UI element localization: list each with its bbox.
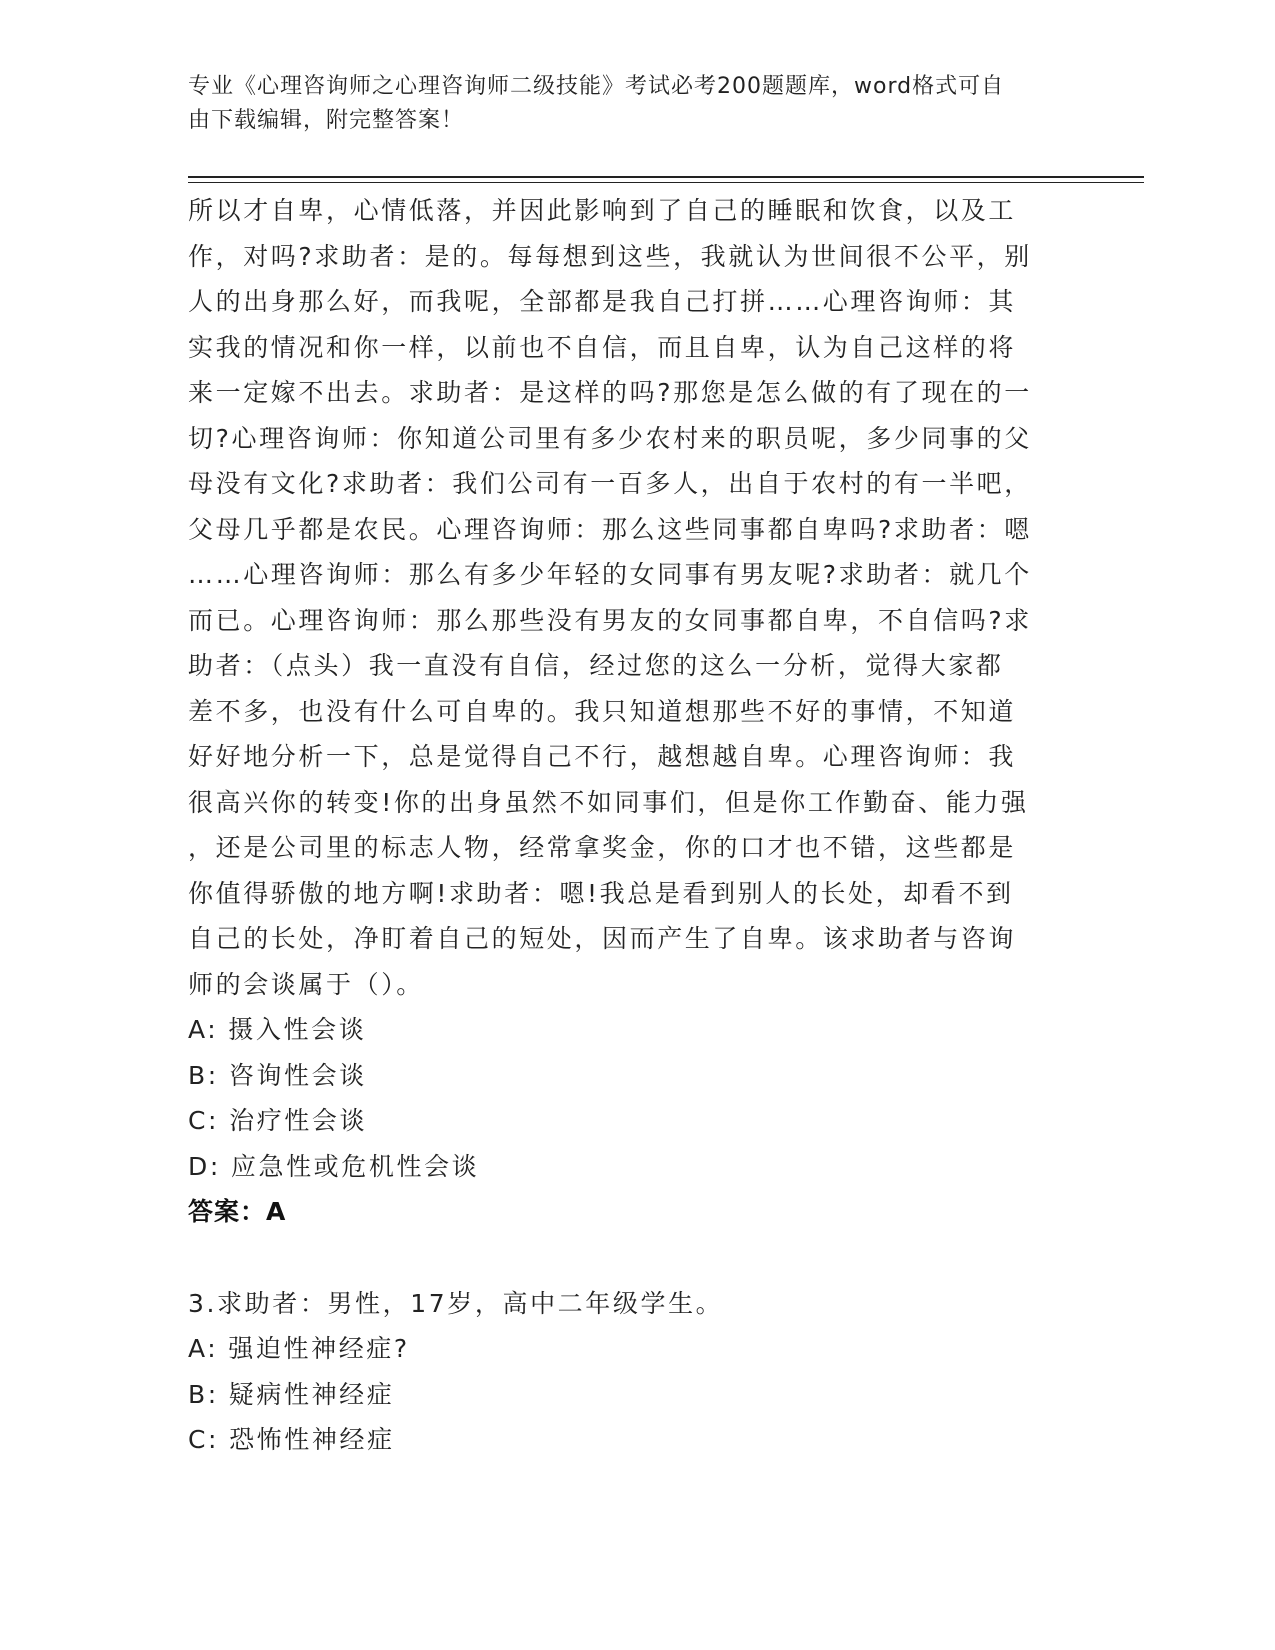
option-key: A: <box>188 1015 219 1044</box>
document-body <box>188 188 1068 1463</box>
option-text: 咨询性会谈 <box>228 1060 367 1090</box>
question-2-answer: 答案：A <box>188 1197 287 1226</box>
question-line: 人的出身那么好，而我呢，全部都是我自己打拼……心理咨询师：其 <box>188 287 1017 316</box>
question-line: 你值得骄傲的地方啊!求助者：嗯!我总是看到别人的长处，却看不到 <box>188 878 1014 908</box>
question-line: 作，对吗?求助者：是的。每每想到这些，我就认为世间很不公平，别 <box>188 241 1032 271</box>
header-rule-thin <box>188 182 1144 183</box>
option-text: 治疗性会谈 <box>229 1106 368 1135</box>
question-line: ……心理咨询师：那么有多少年轻的女同事有男友呢?求助者：就几个 <box>188 560 1032 589</box>
option-a <box>188 1007 1068 1053</box>
option-b <box>188 1053 1068 1099</box>
option-key: D: <box>188 1151 221 1181</box>
option-text: 恐怖性神经症 <box>229 1425 395 1454</box>
question-3-options <box>188 1326 1068 1463</box>
option-key: B: <box>188 1379 219 1409</box>
option-c <box>188 1417 1068 1463</box>
question-line: 父母几乎都是农民。心理咨询师：那么这些同事都自卑吗?求助者：嗯 <box>188 514 1032 544</box>
question-line: 师的会谈属于（）。 <box>188 969 424 999</box>
option-d <box>188 1144 1068 1190</box>
question-line: 母没有文化?求助者：我们公司有一百多人，出自于农村的有一半吧， <box>188 469 1032 498</box>
question-line: 好好地分析一下，总是觉得自己不行，越想越自卑。心理咨询师：我 <box>188 742 1017 771</box>
section-spacer <box>188 1235 1068 1281</box>
question-3-stem: 3.求助者：男性，17岁，高中二年级学生。 <box>188 1288 724 1318</box>
question-line: 差不多，也没有什么可自卑的。我只知道想那些不好的事情，不知道 <box>188 696 1017 726</box>
option-key: B: <box>188 1060 219 1090</box>
option-text: 疑病性神经症 <box>228 1379 395 1409</box>
option-key: C: <box>188 1425 220 1454</box>
question-2-stem <box>188 188 1068 1007</box>
document-header <box>188 70 1068 138</box>
question-line: 所以才自卑，心情低落，并因此影响到了自己的睡眠和饮食，以及工 <box>188 196 1017 225</box>
header-title-line2: 由下载编辑，附完整答案！ <box>188 108 465 133</box>
question-2-options <box>188 1007 1068 1189</box>
question-line: 自己的长处，净盯着自己的短处，因而产生了自卑。该求助者与咨询 <box>188 924 1017 953</box>
option-key: C: <box>188 1106 220 1135</box>
question-line: 助者：（点头）我一直没有自信，经过您的这么一分析，觉得大家都 <box>188 651 1004 680</box>
option-c <box>188 1098 1068 1144</box>
question-line: ，还是公司里的标志人物，经常拿奖金，你的口才也不错，这些都是 <box>188 833 1017 862</box>
question-line: 实我的情况和你一样，以前也不自信，而且自卑，认为自己这样的将 <box>188 332 1017 362</box>
question-line: 切?心理咨询师：你知道公司里有多少农村来的职员呢，多少同事的父 <box>188 423 1032 453</box>
option-key: A: <box>188 1334 219 1363</box>
option-b <box>188 1372 1068 1418</box>
option-text: 摄入性会谈 <box>228 1015 367 1044</box>
header-title-line1: 专业《心理咨询师之心理咨询师二级技能》考试必考200题题库，word格式可自 <box>188 74 1005 99</box>
question-line: 很高兴你的转变!你的出身虽然不如同事们，但是你工作勤奋、能力强 <box>188 787 1029 817</box>
option-text: 强迫性神经症? <box>228 1334 410 1363</box>
question-line: 来一定嫁不出去。求助者：是这样的吗?那您是怎么做的有了现在的一 <box>188 378 1032 407</box>
option-a <box>188 1326 1068 1372</box>
header-rule-thick <box>188 176 1144 178</box>
option-text: 应急性或危机性会谈 <box>230 1151 480 1181</box>
question-line: 而已。心理咨询师：那么那些没有男友的女同事都自卑，不自信吗?求 <box>188 605 1032 635</box>
